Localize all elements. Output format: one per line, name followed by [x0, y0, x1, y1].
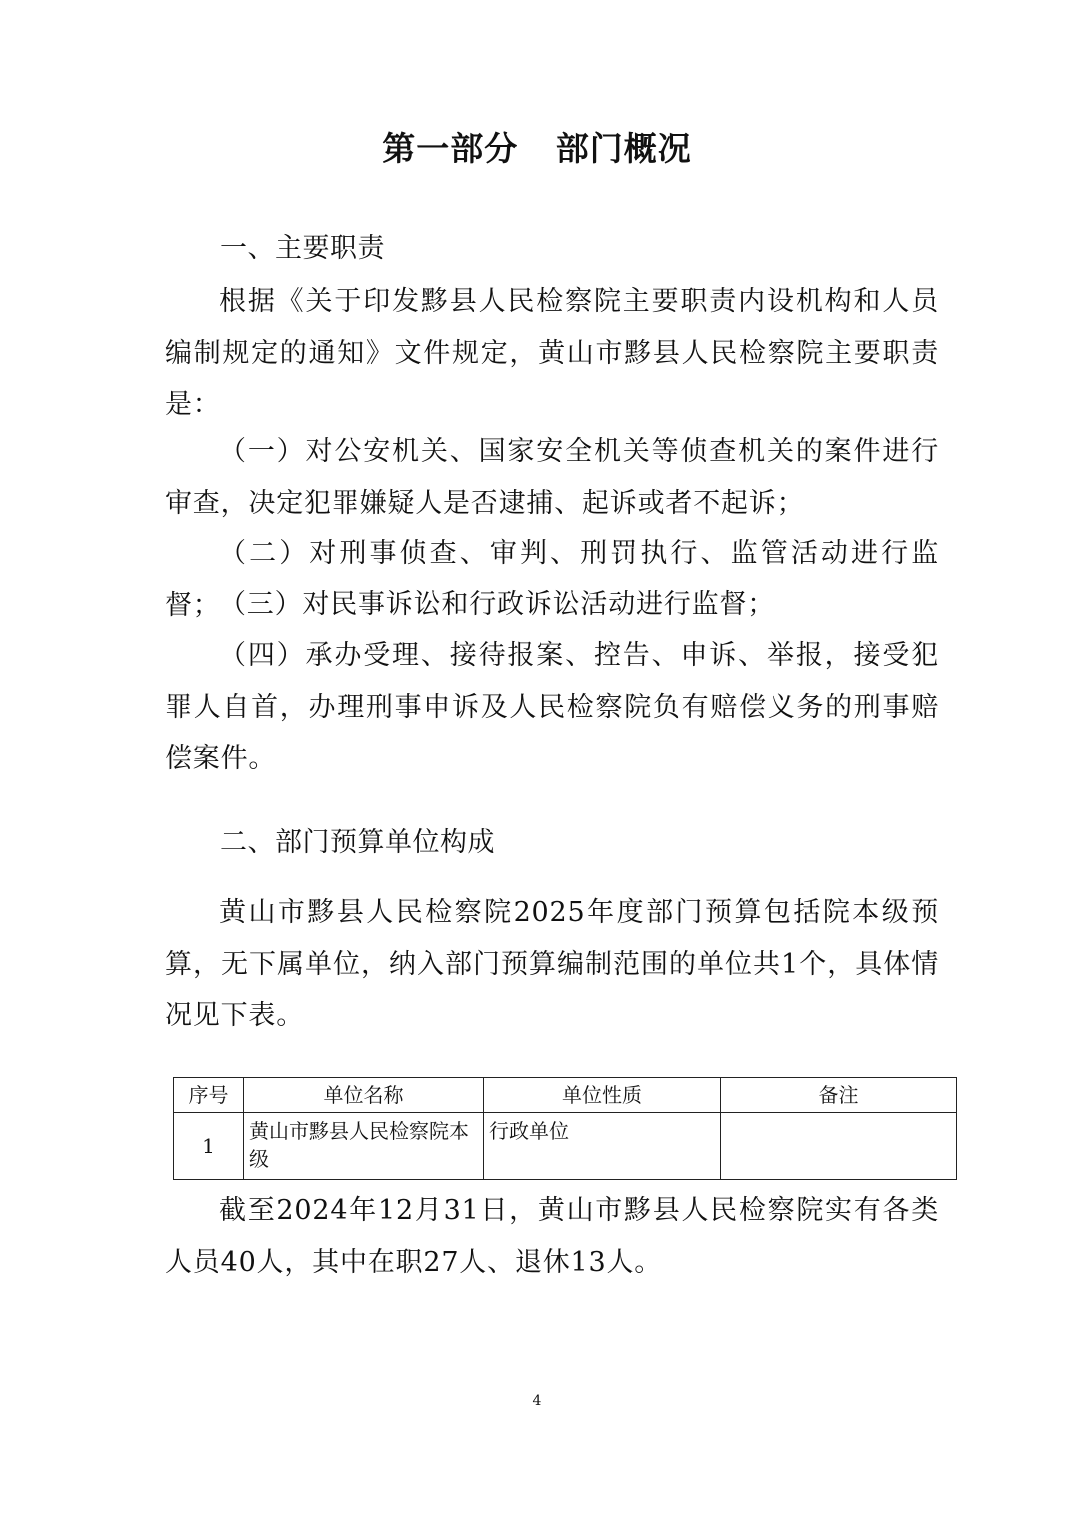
staff-count-paragraph: 截至2024年12月31日，黄山市黟县人民检察院实有各类人员40人，其中在职27人、退休13人。 — [165, 1195, 939, 1278]
table-cell-unit-name: 黄山市黟县人民检察院本级 — [244, 1113, 484, 1180]
budget-units-paragraph: 黄山市黟县人民检察院2025年度部门预算包括院本级预算，无下属单位，纳入部门预算编制范围的单位共1个，具体情况见下表。 — [165, 897, 939, 1031]
table-row — [174, 1113, 957, 1180]
duty-item-1: （一）对公安机关、国家安全机关等侦查机关的案件进行审查，决定犯罪嫌疑人是否逮捕、起诉或者不起诉； — [165, 436, 939, 519]
table-cell-index: 1 — [174, 1113, 244, 1180]
table-header-cell: 单位性质 — [484, 1078, 721, 1113]
table-header-cell: 备注 — [721, 1078, 957, 1113]
page-title: 第一部分 部门概况 — [382, 129, 692, 168]
duties-intro-paragraph: 根据《关于印发黟县人民检察院主要职责内设机构和人员编制规定的通知》文件规定，黄山市黟县人民检察院主要职责是： — [165, 286, 939, 420]
section-heading-duties: 一、主要职责 — [220, 233, 385, 264]
page-number: 4 — [532, 1393, 542, 1409]
duty-item-2: （二）对刑事侦查、审判、刑罚执行、监管活动进行监督； — [165, 538, 939, 621]
duty-item-3: （三）对民事诉讼和行政诉讼活动进行监督； — [219, 589, 775, 620]
table-header-row — [174, 1078, 957, 1113]
budget-units-table — [173, 1077, 957, 1180]
duty-item-4: （四）承办受理、接待报案、控告、申诉、举报，接受犯罪人自首，办理刑事申诉及人民检察院负有赔偿义务的刑事赔偿案件。 — [165, 640, 939, 774]
section-heading-budget-units: 二、部门预算单位构成 — [220, 827, 495, 858]
table-header-cell: 序号 — [174, 1078, 244, 1113]
table-cell-unit-type: 行政单位 — [484, 1113, 721, 1180]
table-cell-remark — [721, 1113, 957, 1180]
table-header-cell: 单位名称 — [244, 1078, 484, 1113]
